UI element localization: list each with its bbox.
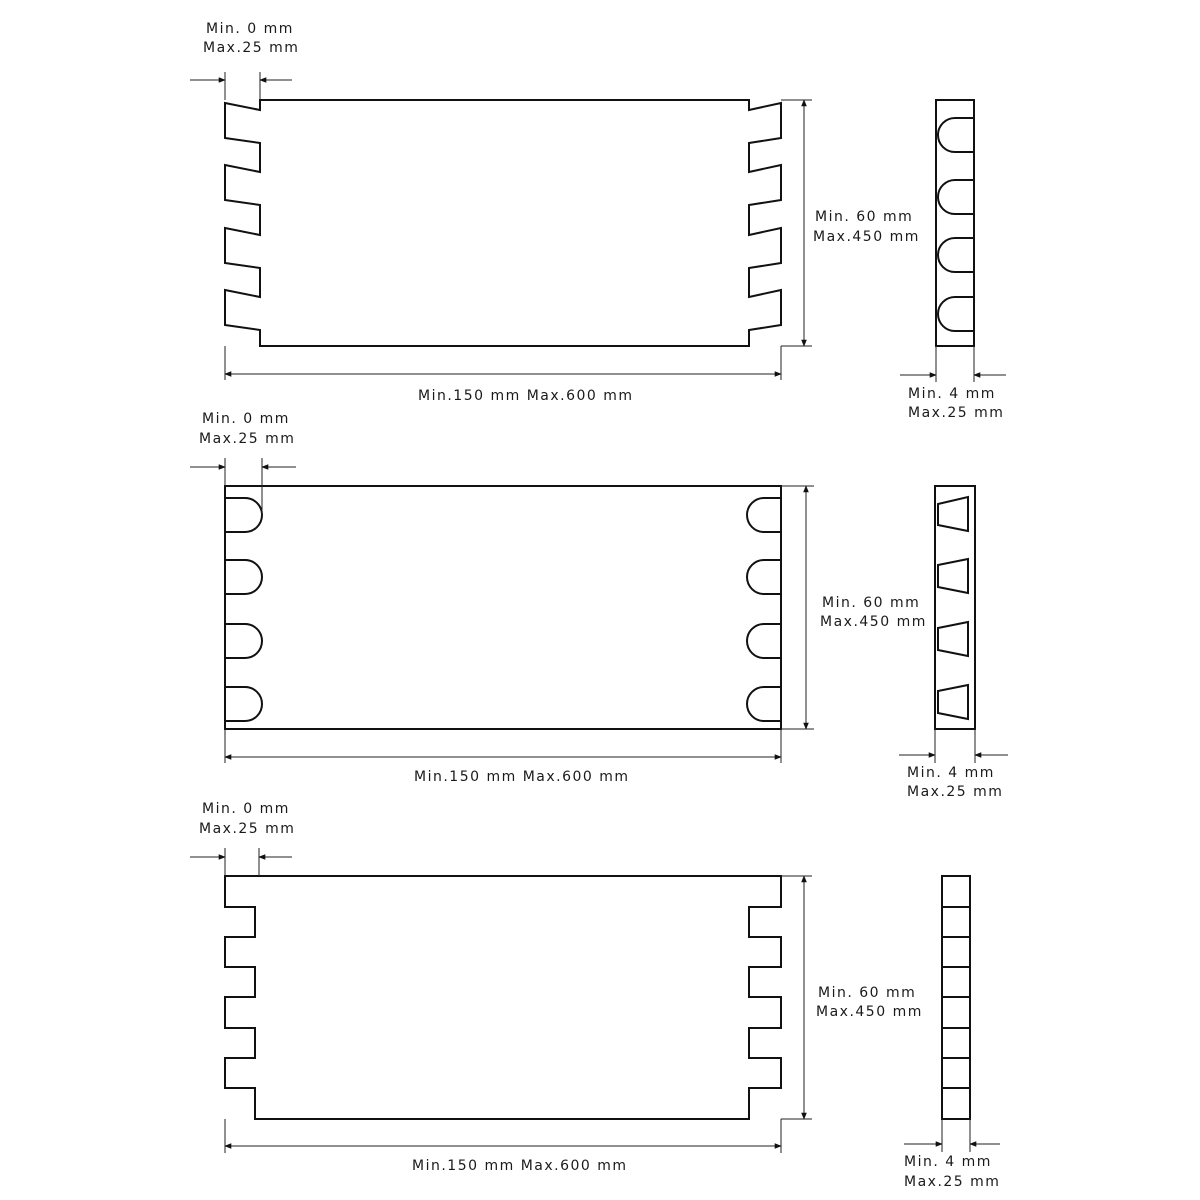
length-label: Min.150 mm Max.600 mm — [414, 769, 630, 785]
height-label-min: Min. 60 mm — [815, 209, 914, 225]
length-label: Min.150 mm Max.600 mm — [418, 388, 634, 404]
thickness-label-max: Max.25 mm — [904, 1174, 1001, 1190]
height-label-min: Min. 60 mm — [822, 595, 921, 611]
panel-round — [190, 411, 1008, 800]
depth-label-max: Max.25 mm — [203, 40, 300, 56]
thickness-label-max: Max.25 mm — [908, 405, 1005, 421]
depth-label-max: Max.25 mm — [199, 821, 296, 837]
length-label: Min.150 mm Max.600 mm — [412, 1158, 628, 1174]
dovetail-board-outline — [225, 100, 781, 346]
depth-label-min: Min. 0 mm — [202, 801, 290, 817]
height-label-min: Min. 60 mm — [818, 985, 917, 1001]
thickness-label-min: Min. 4 mm — [908, 386, 996, 402]
height-label-max: Max.450 mm — [813, 229, 920, 245]
height-label-max: Max.450 mm — [816, 1004, 923, 1020]
thickness-label-min: Min. 4 mm — [907, 765, 995, 781]
height-label-max: Max.450 mm — [820, 614, 927, 630]
depth-label-min: Min. 0 mm — [202, 411, 290, 427]
thickness-label-min: Min. 4 mm — [904, 1154, 992, 1170]
panel-box — [190, 801, 1000, 1190]
round-board-outline — [225, 486, 781, 729]
panel-dovetail — [190, 21, 1006, 421]
thickness-label-max: Max.25 mm — [907, 784, 1004, 800]
depth-label-min: Min. 0 mm — [206, 21, 294, 37]
dovetail-side-view — [936, 100, 974, 346]
box-board-outline — [225, 876, 781, 1119]
depth-label-max: Max.25 mm — [199, 431, 296, 447]
